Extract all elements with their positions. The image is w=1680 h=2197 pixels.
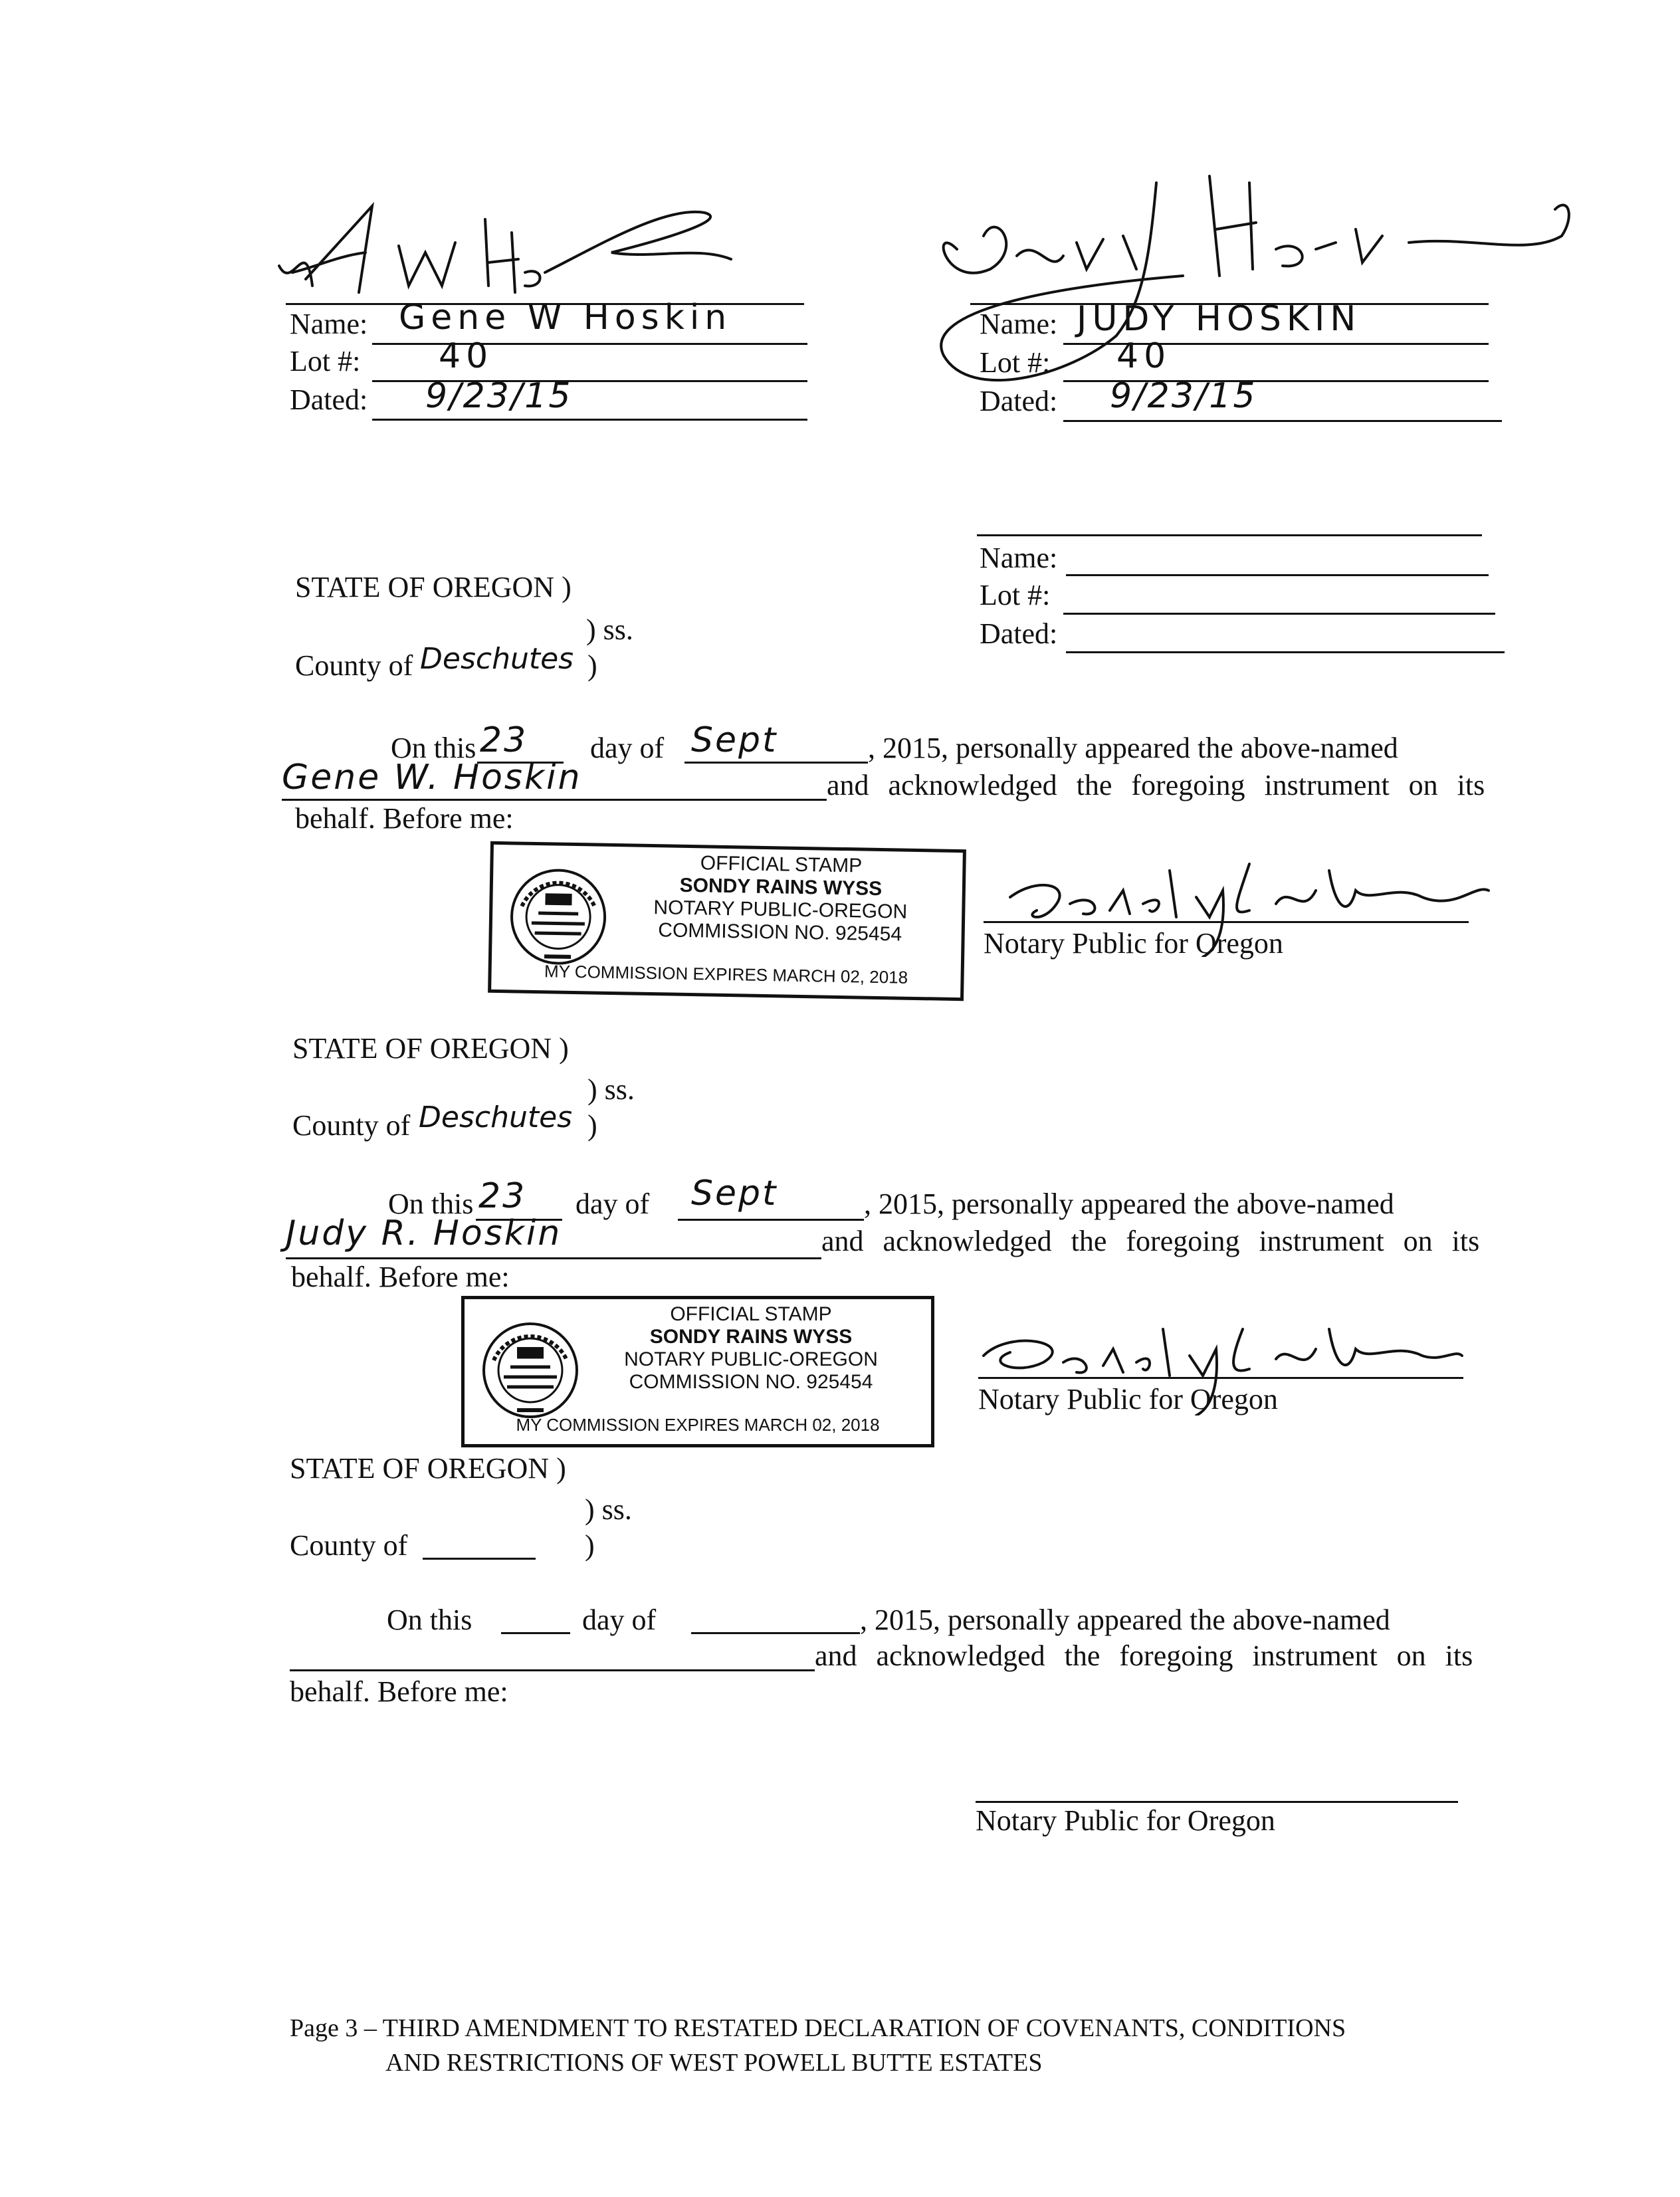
stamp1-line3: NOTARY PUBLIC-OREGON (653, 896, 908, 923)
ack2-notary-label: Notary Public for Oregon (978, 1383, 1278, 1415)
ack1-county-paren: ) (587, 649, 597, 682)
ack2-state-text: STATE OF OREGON (292, 1032, 552, 1065)
ack3-on-this: On this (387, 1604, 472, 1636)
ack1-on-this: On this (391, 732, 476, 764)
ack1-ss: ) ss. (586, 613, 633, 646)
ack2-county-paren: ) (587, 1109, 597, 1142)
ack3-year-text: , 2015, personally appeared the above-named (860, 1604, 1390, 1636)
left-name-label: Name: (290, 308, 368, 340)
oregon-seal-icon (508, 866, 609, 968)
signature-gene-hoskin (266, 193, 771, 309)
ack1-month-value: Sept (691, 720, 778, 760)
right-name-label: Name: (980, 308, 1058, 340)
stamp1-line1: OFFICIAL STAMP (700, 852, 863, 877)
ack2-day-value: 23 (478, 1176, 527, 1216)
stamp2-line1: OFFICIAL STAMP (670, 1303, 832, 1325)
notary-stamp-1 (488, 841, 966, 1001)
ack1-county-value: Deschutes (420, 642, 574, 676)
footer-line-1: Page 3 – THIRD AMENDMENT TO RESTATED DECLARATION OF COVENANTS, CONDITIONS (290, 2014, 1346, 2042)
ack3-county-paren: ) (585, 1529, 595, 1562)
right-lot-label: Lot #: (980, 346, 1051, 379)
left-dated-label: Dated: (290, 383, 368, 416)
left-lot-label: Lot #: (290, 345, 361, 377)
ack1-day-value: 23 (480, 720, 528, 760)
stamp1-line4: COMMISSION NO. 925454 (658, 919, 902, 946)
blank-dated-label: Dated: (980, 617, 1058, 650)
ack2-person-value: Judy R. Hoskin (286, 1213, 562, 1253)
oregon-seal-icon (480, 1320, 580, 1420)
ack2-ack-text: and acknowledged the foregoing instrument on its (821, 1225, 1480, 1257)
ack1-ack-text: and acknowledged the foregoing instrument on its (827, 769, 1485, 801)
stamp2-line5: MY COMMISSION EXPIRES MARCH 02, 2018 (516, 1415, 880, 1435)
left-dated-value: 9/23/15 (425, 376, 573, 416)
ack1-notary-label: Notary Public for Oregon (984, 927, 1283, 960)
blank-name-label: Name: (980, 542, 1058, 574)
ack2-state: STATE OF OREGON ) (292, 1032, 569, 1065)
ack3-state: STATE OF OREGON ) (290, 1452, 566, 1485)
ack1-state: STATE OF OREGON ) (295, 571, 572, 603)
ack2-ss: ) ss. (587, 1073, 635, 1106)
ack3-behalf: behalf. Before me: (290, 1675, 508, 1708)
ack3-ack-text: and acknowledged the foregoing instrument on its (815, 1639, 1473, 1672)
stamp2-line4: COMMISSION NO. 925454 (629, 1371, 873, 1393)
ack2-year-text: , 2015, personally appeared the above-named (864, 1188, 1394, 1220)
right-dated-label: Dated: (980, 385, 1058, 417)
ack2-day-of: day of (576, 1188, 650, 1220)
ack3-state-text: STATE OF OREGON (290, 1452, 550, 1485)
ack1-county-label: County of (295, 649, 413, 682)
ack1-year-text: , 2015, personally appeared the above-named (868, 732, 1398, 764)
stamp2-line2: SONDY RAINS WYSS (649, 1326, 853, 1348)
footer-line-2: AND RESTRICTIONS OF WEST POWELL BUTTE ESTATES (385, 2049, 1043, 2077)
ack2-on-this: On this (388, 1188, 474, 1220)
ack1-state-text: STATE OF OREGON (295, 571, 555, 603)
blank-lot-label: Lot #: (980, 579, 1051, 611)
left-lot-value: 40 (439, 336, 494, 376)
stamp1-line2: SONDY RAINS WYSS (679, 874, 883, 900)
ack2-county-label: County of (292, 1109, 411, 1142)
right-name-value: JUDY HOSKIN (1077, 299, 1362, 339)
ack1-person-value: Gene W. Hoskin (282, 758, 582, 797)
right-lot-value: 40 (1116, 336, 1172, 376)
notary-stamp-2 (461, 1296, 934, 1447)
ack3-day-of: day of (582, 1604, 657, 1636)
ack2-behalf: behalf. Before me: (291, 1261, 510, 1293)
ack3-county-label: County of (290, 1529, 408, 1562)
stamp2-line3: NOTARY PUBLIC-OREGON (624, 1348, 878, 1370)
ack3-ss: ) ss. (585, 1493, 632, 1526)
ack3-notary-label: Notary Public for Oregon (976, 1804, 1275, 1837)
right-dated-value: 9/23/15 (1110, 376, 1257, 416)
ack1-day-of: day of (590, 732, 665, 764)
ack2-month-value: Sept (691, 1174, 778, 1213)
left-name-value: Gene W Hoskin (399, 298, 732, 338)
stamp1-line5: MY COMMISSION EXPIRES MARCH 02, 2018 (544, 961, 908, 988)
ack2-county-value: Deschutes (419, 1100, 573, 1134)
ack1-behalf: behalf. Before me: (295, 802, 514, 835)
